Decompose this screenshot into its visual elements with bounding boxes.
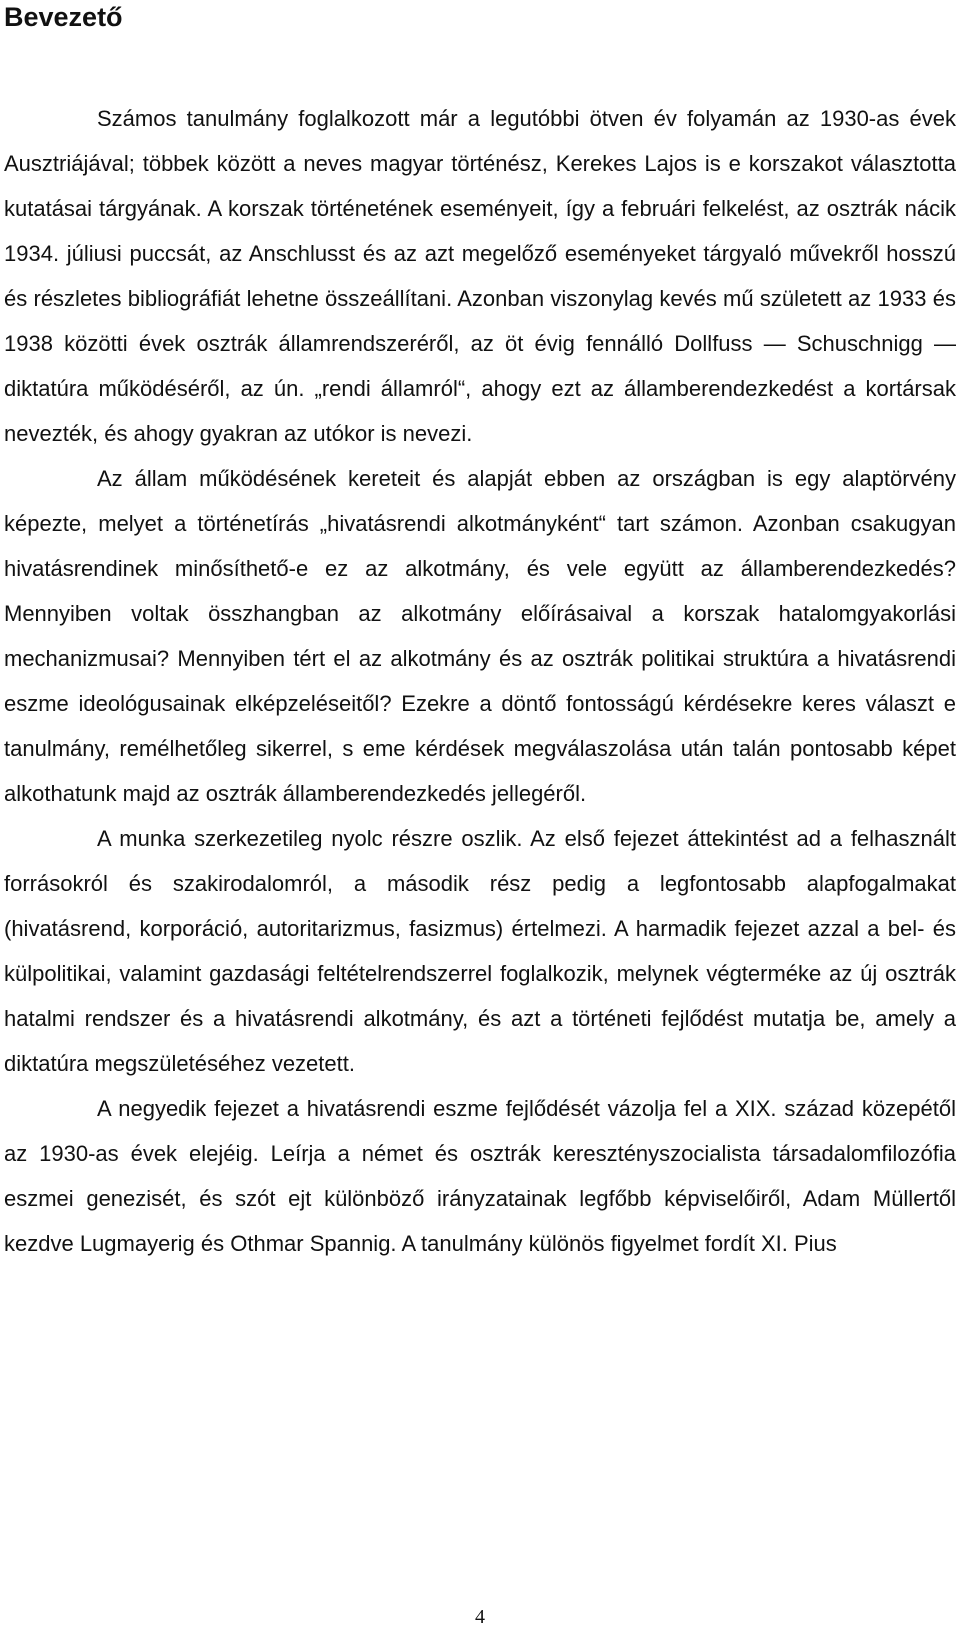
paragraph-structure: A munka szerkezetileg nyolc részre oszlik. Az első fejezet áttekintést ad a felhasznált forrásokról és szakirodalomról, a második rész pedig a legfontosabb alapfogalmakat (hivatásrend, korporáció, autoritarizmus, fasizmus) értelmezi. A harmadik fejezet azzal a bel- és külpolitikai, valamint gazdasági feltételrendszerrel foglalkozik, melynek végterméke az új osztrák hatalmi rendszer és a hivatásrendi alkotmány, és azt a történeti fejlődést mutatja be, amely a diktatúra megszületéséhez vezetett. (4, 826, 956, 1076)
paragraph-constitution: Az állam működésének kereteit és alapját ebben az országban is egy alaptörvény képezte, melyet a történetírás „hivatásrendi alkotmányként“ tart számon. Azonban csakugyan hivatásrendinek minősíthető-e ez az alkotmány, és vele együtt az államberendezkedés? Mennyiben voltak összhangban az alkotmány előírásaival a korszak hatalomgyakorlási mechanizmusai? Mennyiben tért el az alkotmány és az osztrák politikai struktúra a hivatásrendi eszme ideológusainak elképzeléseitől? Ezekre a döntő fontosságú kérdésekre keres választ e tanulmány, remélhetőleg sikerrel, s eme kérdések megválaszolása után talán pontosabb képet alkothatunk majd az osztrák államberendezkedés jellegéről. (4, 466, 956, 806)
paragraph-chapter-four: A negyedik fejezet a hivatásrendi eszme fejlődését vázolja fel a XIX. század közepétől az 1930-as évek elejéig. Leírja a német és osztrák keresztényszocialista társadalomfilozófia eszmei genezisét, és szót ejt különböző irányzatainak legfőbb képviselőiről, Adam Müllertől kezdve Lugmayerig és Othmar Spannig. A tanulmány különös figyelmet fordít XI. Pius (4, 1096, 956, 1256)
section-heading: Bevezető (4, 2, 123, 32)
paragraph-intro: Számos tanulmány foglalkozott már a legutóbbi ötven év folyamán az 1930-as évek Ausztriájával; többek között a neves magyar történész, Kerekes Lajos is e korszakot választotta kutatásai tárgyának. A korszak történetének eseményeit, így a februári felkelést, az osztrák nácik 1934. júliusi puccsát, az Anschlusst és az azt megelőző eseményeket tárgyaló művekről hosszú és részletes bibliográfiát lehetne összeállítani. Azonban viszonylag kevés mű született az 1933 és 1938 közötti évek osztrák államrendszeréről, az öt évig fennálló Dollfuss — Schuschnigg — diktatúra működéséről, az ún. „rendi államról“, ahogy ezt az államberendezkedést a kortársak nevezték, és ahogy gyakran az utókor is nevezi. (4, 106, 956, 446)
body-text (4, 96, 956, 1266)
page-number: 4 (475, 1606, 485, 1628)
